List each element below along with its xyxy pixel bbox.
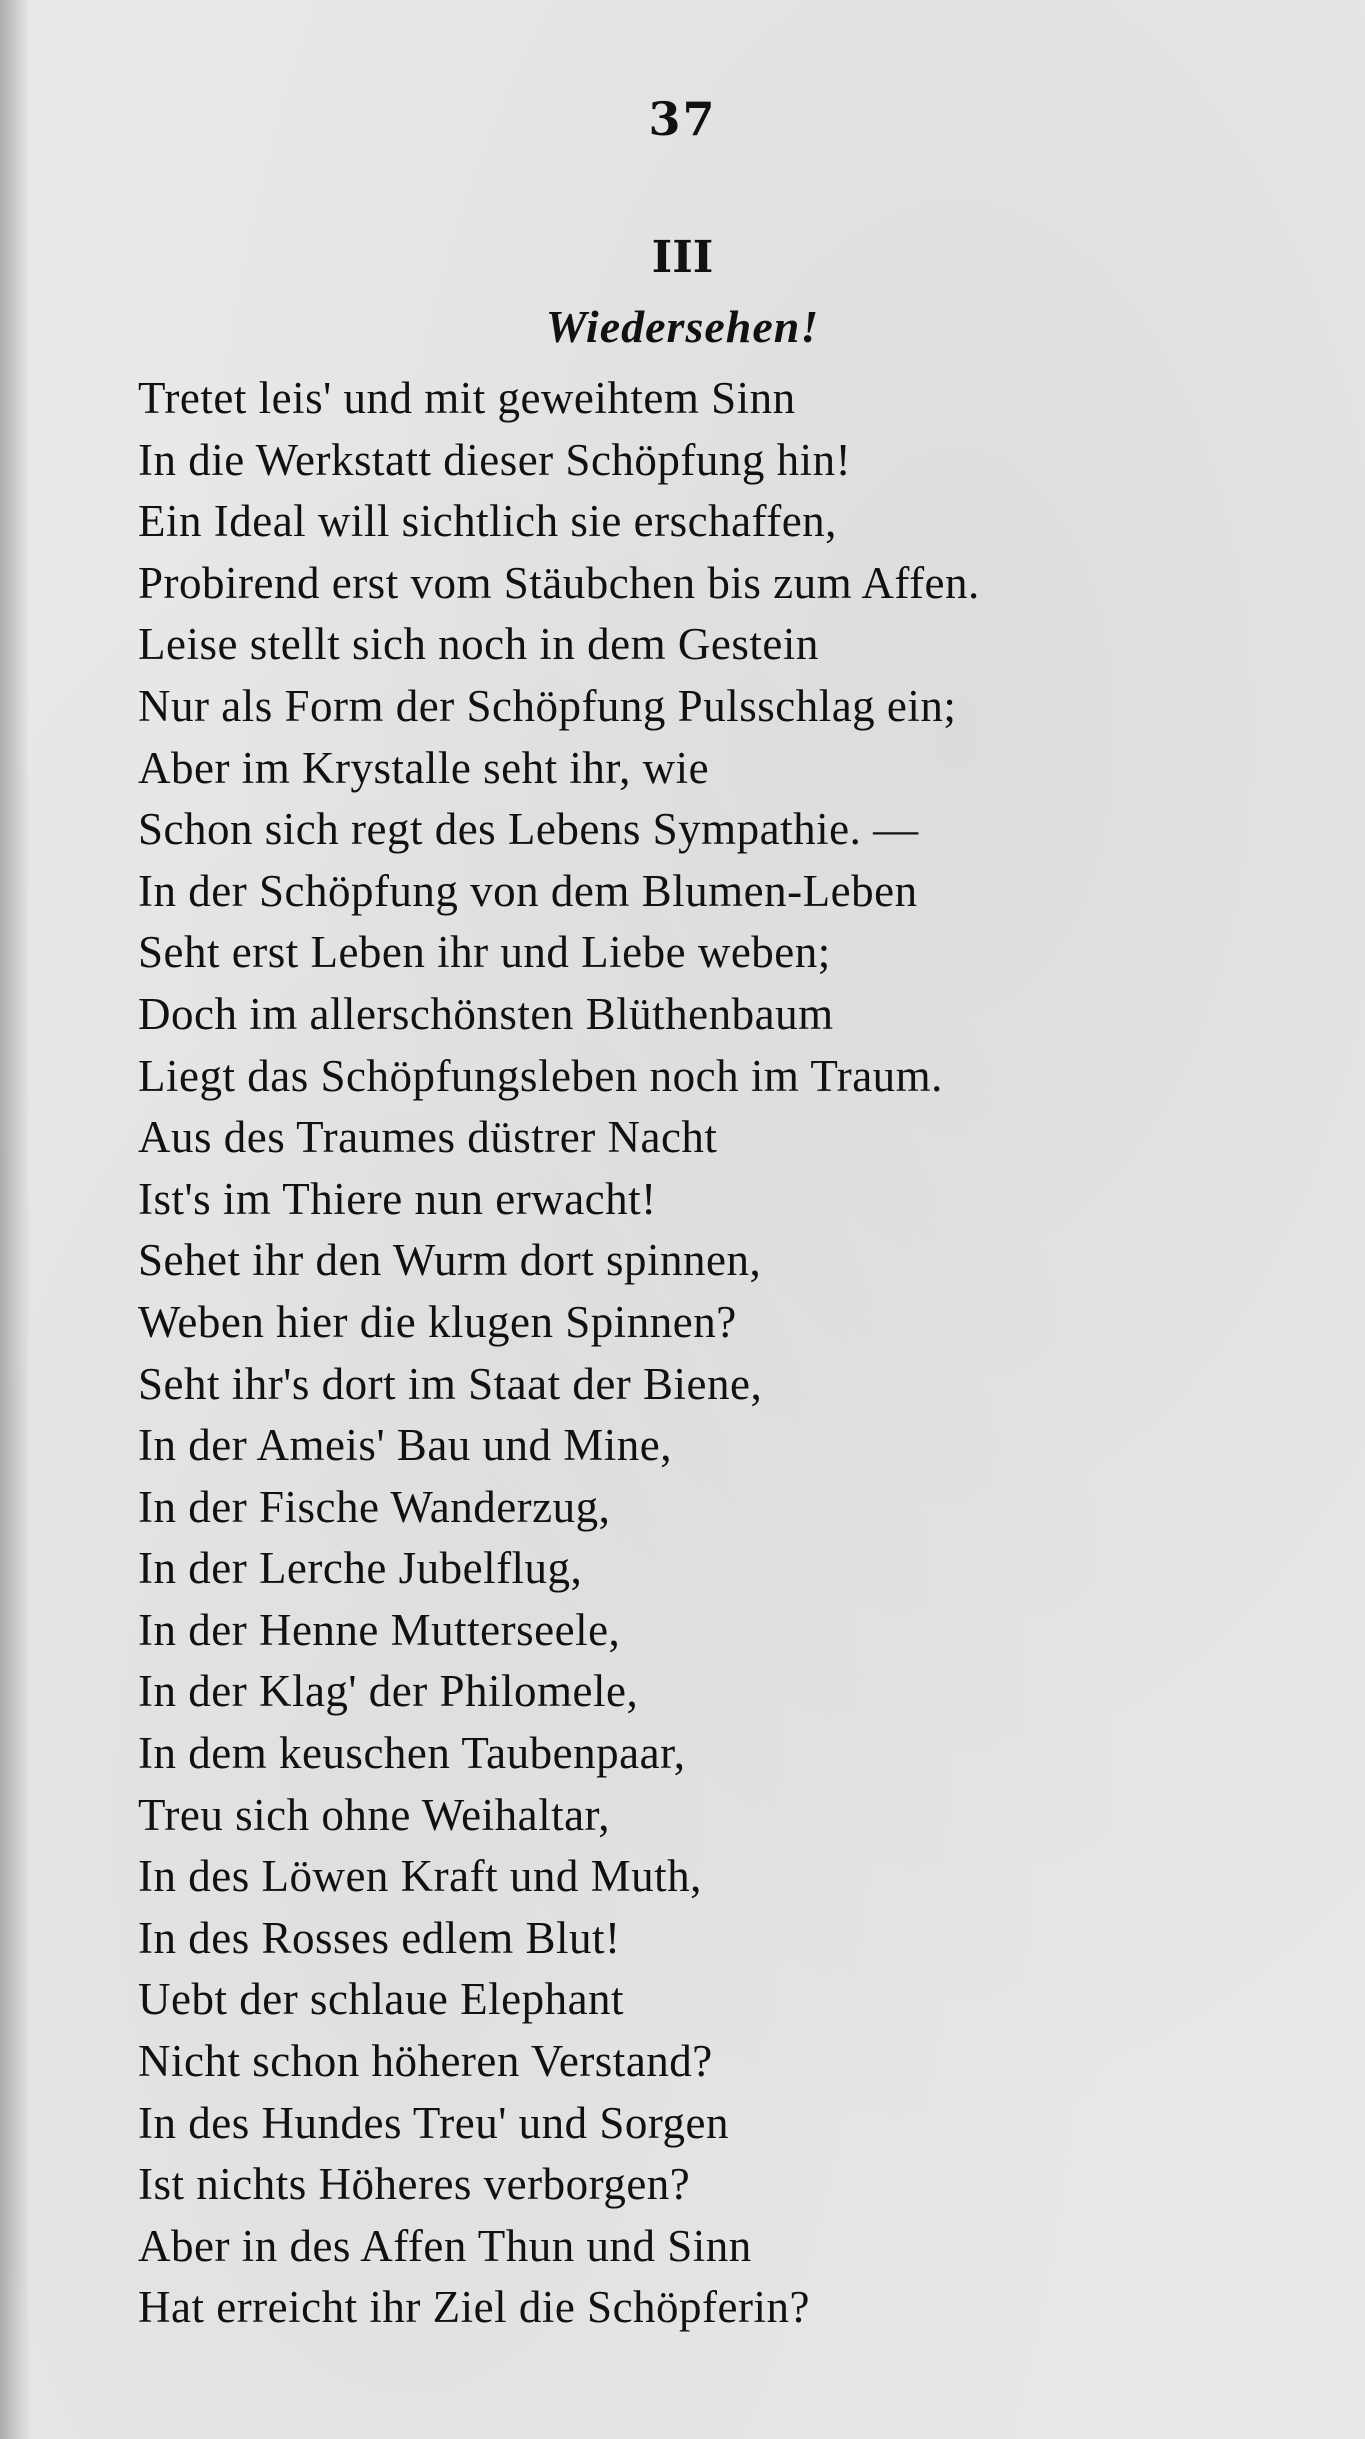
verse-line: Ist's im Thiere nun erwacht!: [138, 1173, 657, 1224]
verse-line: Weben hier die klugen Spinnen?: [138, 1296, 737, 1347]
verse-line: Schon sich regt des Lebens Sympathie. —: [138, 804, 919, 855]
verse-line: Nicht schon höheren Verstand?: [138, 2036, 713, 2087]
verse-line: In der Ameis' Bau und Mine,: [138, 1420, 673, 1471]
verse-line: In des Löwen Kraft und Muth,: [138, 1851, 702, 1902]
verse-line: Sehet ihr den Wurm dort spinnen,: [138, 1235, 762, 1286]
verse-line: In des Hundes Treu' und Sorgen: [138, 2097, 730, 2148]
verse-line: Doch im allerschönsten Blüthenbaum: [138, 988, 834, 1039]
verse-line: Probirend erst vom Stäubchen bis zum Affen.: [138, 557, 980, 608]
verse-line: In der Klag' der Philomele,: [138, 1666, 639, 1717]
verse-line: In der Lerche Jubelflug,: [138, 1543, 583, 1594]
verse-line: Ein Ideal will sichtlich sie erschaffen,: [138, 496, 837, 547]
verse-line: Liegt das Schöpfungsleben noch im Traum.: [138, 1050, 943, 1101]
spine-shadow: [0, 0, 30, 2439]
verse-line: Ist nichts Höheres verborgen?: [138, 2159, 691, 2210]
page-number: 37: [648, 92, 717, 146]
verse-line: Leise stellt sich noch in dem Gestein: [138, 619, 819, 670]
section-number: III: [651, 232, 714, 283]
verse-line: Aber in des Affen Thun und Sinn: [138, 2220, 752, 2271]
verse-line: Aus des Traumes düstrer Nacht: [138, 1112, 718, 1163]
verse-line: In des Rosses edlem Blut!: [138, 1912, 621, 1963]
verse-line: In die Werkstatt dieser Schöpfung hin!: [138, 434, 852, 485]
verse-line: Hat erreicht ihr Ziel die Schöpferin?: [138, 2282, 810, 2333]
verse-line: Uebt der schlaue Elephant: [138, 1974, 625, 2025]
verse-line: Treu sich ohne Weihaltar,: [138, 1789, 610, 1840]
verse-line: In der Schöpfung von dem Blumen-Leben: [138, 865, 918, 916]
verse-line: In der Fische Wanderzug,: [138, 1481, 611, 1532]
verse-line: Seht erst Leben ihr und Liebe weben;: [138, 927, 831, 978]
poem-verses: [138, 368, 1238, 2339]
poem-title: Wiedersehen!: [545, 301, 820, 352]
verse-line: Aber im Krystalle seht ihr, wie: [138, 742, 710, 793]
verse-line: Nur als Form der Schöpfung Pulsschlag ein;: [138, 680, 957, 731]
verse-line: In dem keuschen Taubenpaar,: [138, 1728, 686, 1779]
verse-line: Tretet leis' und mit geweihtem Sinn: [138, 373, 796, 423]
verse-line: Seht ihr's dort im Staat der Biene,: [138, 1358, 763, 1409]
verse-line: In der Henne Mutterseele,: [138, 1604, 621, 1655]
